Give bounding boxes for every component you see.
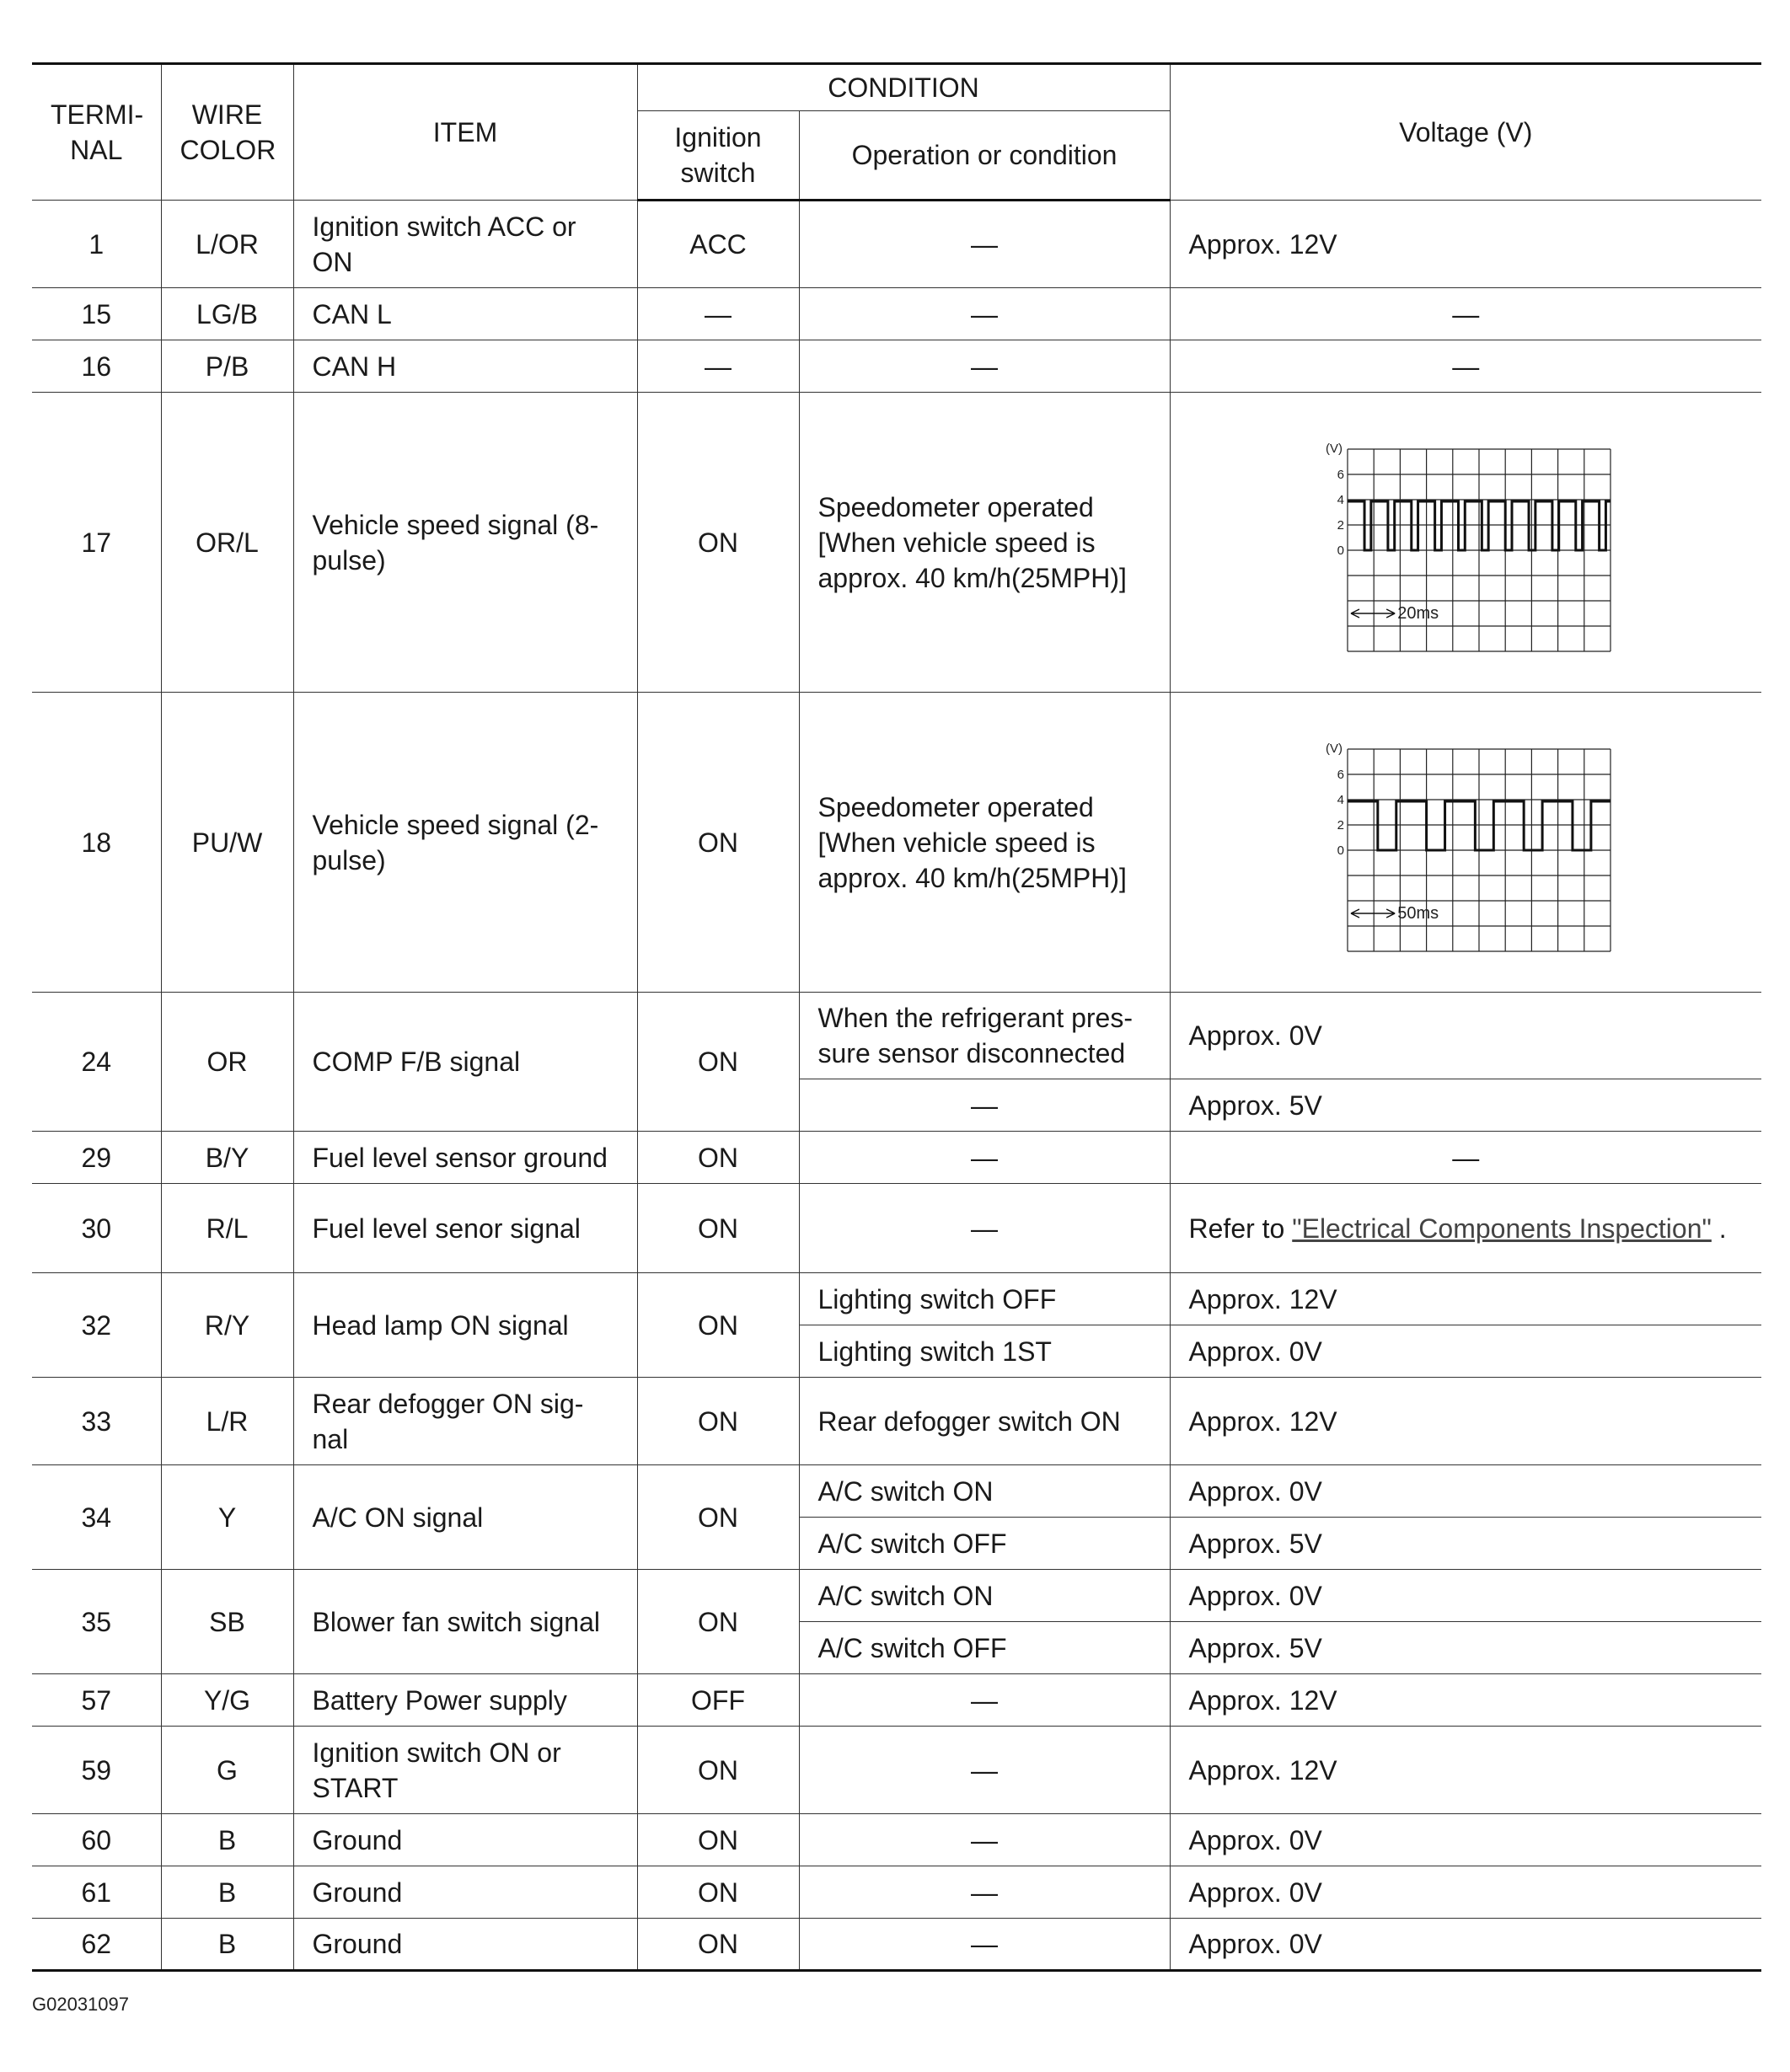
ignition-switch-cell: ON	[637, 693, 799, 993]
operation-cell: —	[799, 1079, 1170, 1132]
operation-cell: —	[799, 1814, 1170, 1866]
terminal-cell: 15	[32, 288, 161, 340]
operation-cell: —	[799, 1919, 1170, 1971]
operation-cell: —	[799, 1132, 1170, 1184]
item-cell: CAN L	[293, 288, 637, 340]
terminal-cell: 62	[32, 1919, 161, 1971]
link-suffix: .	[1711, 1213, 1727, 1244]
table-row	[32, 1378, 1761, 1465]
wire-color-cell: L/OR	[161, 201, 293, 288]
item-cell: CAN H	[293, 340, 637, 393]
electrical-components-inspection-link[interactable]: "Electrical Components Inspection"	[1292, 1213, 1712, 1244]
wire-color-cell: B	[161, 1814, 293, 1866]
time-scale-arrow	[1351, 909, 1395, 918]
table-row	[32, 1273, 1761, 1325]
voltage-cell: Approx. 0V	[1170, 1814, 1761, 1866]
item-cell: Blower fan switch signal	[293, 1570, 637, 1674]
wire-color-cell: R/L	[161, 1184, 293, 1273]
wire-color-cell: Y	[161, 1465, 293, 1570]
voltage-cell: Approx. 5V	[1170, 1622, 1761, 1674]
voltage-cell: Approx. 12V	[1170, 1727, 1761, 1814]
ignition-switch-cell: ON	[637, 1378, 799, 1465]
axis-tick-label: 0	[1337, 843, 1345, 858]
item-cell: Battery Power supply	[293, 1674, 637, 1727]
header-ignition-switch: Ignition switch	[637, 111, 799, 201]
table-row	[32, 340, 1761, 393]
ignition-switch-cell: ACC	[637, 201, 799, 288]
operation-cell: —	[799, 288, 1170, 340]
table-row	[32, 1727, 1761, 1814]
voltage-cell: Approx. 0V	[1170, 1866, 1761, 1919]
operation-cell: Speedometer operated [When vehicle speed is approx. 40 km/h(25MPH)]	[799, 393, 1170, 693]
ignition-switch-cell: ON	[637, 1273, 799, 1378]
wire-color-cell: OR/L	[161, 393, 293, 693]
terminal-cell: 35	[32, 1570, 161, 1674]
operation-cell: A/C switch ON	[799, 1570, 1170, 1622]
wire-color-cell: B	[161, 1919, 293, 1971]
operation-cell: Speedometer operated [When vehicle speed is approx. 40 km/h(25MPH)]	[799, 693, 1170, 993]
voltage-cell: Approx. 0V	[1170, 1465, 1761, 1518]
voltage-cell: —	[1170, 1132, 1761, 1184]
ignition-switch-cell: ON	[637, 1570, 799, 1674]
axis-unit-label: (V)	[1326, 441, 1343, 456]
voltage-cell: —	[1170, 340, 1761, 393]
voltage-cell: Approx. 0V	[1170, 993, 1761, 1079]
wire-color-cell: P/B	[161, 340, 293, 393]
time-scale-arrow	[1351, 609, 1395, 618]
ignition-switch-cell: OFF	[637, 1674, 799, 1727]
operation-cell: When the refrigerant pres-sure sensor disconnected	[799, 993, 1170, 1079]
ignition-switch-cell: ON	[637, 393, 799, 693]
wire-color-cell: PU/W	[161, 693, 293, 993]
ignition-switch-cell: —	[637, 288, 799, 340]
item-cell: Vehicle speed signal (2-pulse)	[293, 693, 637, 993]
axis-tick-label: 6	[1337, 767, 1345, 782]
operation-cell: Rear defogger switch ON	[799, 1378, 1170, 1465]
header-terminal: TERMI- NAL	[32, 64, 161, 201]
terminal-cell: 30	[32, 1184, 161, 1273]
voltage-waveform-cell	[1170, 693, 1761, 993]
terminal-cell: 17	[32, 393, 161, 693]
terminal-cell: 16	[32, 340, 161, 393]
wire-color-cell: Y/G	[161, 1674, 293, 1727]
operation-cell: A/C switch ON	[799, 1465, 1170, 1518]
ignition-switch-cell: ON	[637, 1465, 799, 1570]
voltage-cell: Approx. 12V	[1170, 1273, 1761, 1325]
item-cell: A/C ON signal	[293, 1465, 637, 1570]
voltage-cell: —	[1170, 288, 1761, 340]
operation-cell: A/C switch OFF	[799, 1622, 1170, 1674]
header-operation: Operation or condition	[799, 111, 1170, 201]
wire-color-cell: B	[161, 1866, 293, 1919]
operation-cell: —	[799, 340, 1170, 393]
item-cell: Ground	[293, 1866, 637, 1919]
terminal-cell: 59	[32, 1727, 161, 1814]
operation-cell: A/C switch OFF	[799, 1518, 1170, 1570]
ignition-switch-cell: ON	[637, 1866, 799, 1919]
wire-color-cell: G	[161, 1727, 293, 1814]
axis-tick-label: 4	[1337, 492, 1345, 507]
item-cell: COMP F/B signal	[293, 993, 637, 1132]
ignition-switch-cell: ON	[637, 1727, 799, 1814]
table-row	[32, 1674, 1761, 1727]
table-row	[32, 693, 1761, 993]
table-row	[32, 993, 1761, 1079]
item-cell: Head lamp ON signal	[293, 1273, 637, 1378]
terminal-cell: 33	[32, 1378, 161, 1465]
operation-cell: —	[799, 201, 1170, 288]
operation-cell: Lighting switch OFF	[799, 1273, 1170, 1325]
voltage-cell	[1170, 1184, 1761, 1273]
table-row	[32, 1570, 1761, 1622]
voltage-cell: Approx. 5V	[1170, 1518, 1761, 1570]
item-cell: Vehicle speed signal (8-pulse)	[293, 393, 637, 693]
item-cell: Ignition switch ON or START	[293, 1727, 637, 1814]
table-row	[32, 393, 1761, 693]
ignition-switch-cell: ON	[637, 1132, 799, 1184]
item-cell: Ground	[293, 1814, 637, 1866]
wire-color-cell: LG/B	[161, 288, 293, 340]
voltage-cell: Approx. 0V	[1170, 1570, 1761, 1622]
terminal-table	[32, 62, 1761, 1972]
operation-cell: —	[799, 1866, 1170, 1919]
ignition-switch-cell: ON	[637, 993, 799, 1132]
item-cell: Ground	[293, 1919, 637, 1971]
axis-tick-label: 6	[1337, 467, 1345, 482]
terminal-cell: 61	[32, 1866, 161, 1919]
voltage-cell: Approx. 12V	[1170, 1674, 1761, 1727]
table-row	[32, 288, 1761, 340]
terminal-cell: 32	[32, 1273, 161, 1378]
header-condition: CONDITION	[637, 64, 1170, 111]
voltage-cell: Approx. 0V	[1170, 1919, 1761, 1971]
header-voltage: Voltage (V)	[1170, 64, 1761, 201]
operation-cell: —	[799, 1727, 1170, 1814]
table-row	[32, 1132, 1761, 1184]
operation-cell: —	[799, 1674, 1170, 1727]
item-cell: Ignition switch ACC or ON	[293, 201, 637, 288]
terminal-cell: 18	[32, 693, 161, 993]
table-row	[32, 1919, 1761, 1971]
oscilloscope-waveform-w18	[1314, 729, 1617, 956]
voltage-cell: Approx. 5V	[1170, 1079, 1761, 1132]
table-row	[32, 1866, 1761, 1919]
voltage-cell: Approx. 0V	[1170, 1325, 1761, 1378]
table-row	[32, 201, 1761, 288]
item-cell: Rear defogger ON sig-nal	[293, 1378, 637, 1465]
ignition-switch-cell: ON	[637, 1919, 799, 1971]
wire-color-cell: B/Y	[161, 1132, 293, 1184]
wire-color-cell: SB	[161, 1570, 293, 1674]
voltage-cell: Approx. 12V	[1170, 1378, 1761, 1465]
oscilloscope-waveform-w17	[1314, 429, 1617, 656]
table-row	[32, 1184, 1761, 1273]
table-row	[32, 1814, 1761, 1866]
terminal-cell: 60	[32, 1814, 161, 1866]
header-item: ITEM	[293, 64, 637, 201]
wire-color-cell: R/Y	[161, 1273, 293, 1378]
header-wire-color: WIRE COLOR	[161, 64, 293, 201]
voltage-cell: Approx. 12V	[1170, 201, 1761, 288]
terminal-cell: 1	[32, 201, 161, 288]
ignition-switch-cell: ON	[637, 1814, 799, 1866]
ignition-switch-cell: ON	[637, 1184, 799, 1273]
item-cell: Fuel level sensor ground	[293, 1132, 637, 1184]
axis-tick-label: 0	[1337, 543, 1345, 558]
wire-color-cell: OR	[161, 993, 293, 1132]
item-cell: Fuel level senor signal	[293, 1184, 637, 1273]
terminal-cell: 24	[32, 993, 161, 1132]
time-scale-label: 20ms	[1397, 603, 1439, 623]
ignition-switch-cell: —	[637, 340, 799, 393]
document-id: G02031097	[32, 1994, 129, 2015]
axis-tick-label: 2	[1337, 817, 1345, 833]
wire-color-cell: L/R	[161, 1378, 293, 1465]
terminal-cell: 34	[32, 1465, 161, 1570]
table-row	[32, 1465, 1761, 1518]
refer-to-text: Refer to	[1188, 1213, 1293, 1244]
terminal-cell: 57	[32, 1674, 161, 1727]
operation-cell: —	[799, 1184, 1170, 1273]
voltage-waveform-cell	[1170, 393, 1761, 693]
axis-unit-label: (V)	[1326, 741, 1343, 756]
axis-tick-label: 4	[1337, 792, 1345, 807]
axis-tick-label: 2	[1337, 517, 1345, 533]
terminal-cell: 29	[32, 1132, 161, 1184]
time-scale-label: 50ms	[1397, 903, 1439, 923]
operation-cell: Lighting switch 1ST	[799, 1325, 1170, 1378]
